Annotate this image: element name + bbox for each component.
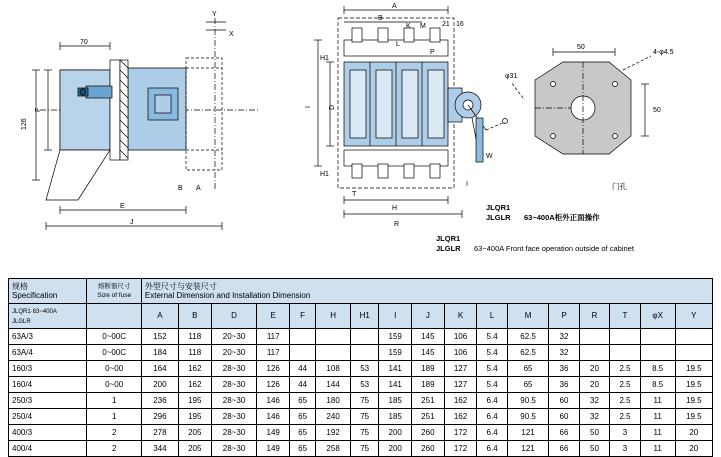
cell-E: 117 — [257, 345, 290, 361]
header-fuse-en: Size of fuse — [97, 292, 132, 299]
cell-I: 185 — [379, 393, 412, 409]
cell-T: 2.5 — [610, 409, 641, 425]
cell-Y: 19.5 — [675, 409, 712, 425]
svg-text:F: F — [35, 107, 42, 112]
cell-H1 — [351, 329, 379, 345]
header-col-L: L — [477, 304, 508, 329]
cell-Y: 19.5 — [675, 393, 712, 409]
header-col-F: F — [290, 304, 316, 329]
cell-M: 121 — [507, 425, 548, 441]
cell-H1: 53 — [351, 361, 379, 377]
cell-K: 162 — [444, 409, 477, 425]
cell-spec: 160/4 — [9, 377, 87, 393]
cell-A: 296 — [141, 409, 178, 425]
header-col-phiX: φX — [640, 304, 675, 329]
caption-jlglr-line1: JLGLR — [486, 213, 511, 222]
cell-F — [290, 345, 316, 361]
cell-D: 28~30 — [211, 377, 257, 393]
cell-K: 106 — [444, 329, 477, 345]
header-col-R: R — [579, 304, 610, 329]
cell-H — [316, 345, 351, 361]
svg-text:X: X — [229, 31, 234, 38]
cell-K: 106 — [444, 345, 477, 361]
cell-P: 36 — [549, 361, 580, 377]
cell-E: 149 — [257, 441, 290, 457]
svg-text:B: B — [378, 15, 383, 22]
cell-K: 127 — [444, 377, 477, 393]
cell-T: 3 — [610, 425, 641, 441]
cell-M: 121 — [507, 441, 548, 457]
cell-spec: 400/3 — [9, 425, 87, 441]
middle-front-view-drawing — [300, 0, 510, 268]
header-col-H: H — [316, 304, 351, 329]
svg-text:H: H — [392, 205, 398, 212]
cell-H1: 75 — [351, 441, 379, 457]
header-col-I: I — [379, 304, 412, 329]
cell-J: 260 — [412, 441, 445, 457]
cell-H: 144 — [316, 377, 351, 393]
cell-J: 189 — [412, 361, 445, 377]
cell-L: 6.4 — [477, 409, 508, 425]
cell-J: 251 — [412, 409, 445, 425]
cell-M: 90.5 — [507, 409, 548, 425]
caption-cn-operation: 63~400A柜外正面操作 — [524, 213, 600, 222]
cell-B: 118 — [178, 345, 211, 361]
cell-P: 36 — [549, 377, 580, 393]
cell-I: 141 — [379, 377, 412, 393]
cell-Y — [675, 329, 712, 345]
cell-H1: 75 — [351, 409, 379, 425]
table-row — [9, 377, 713, 393]
cell-B: 205 — [178, 425, 211, 441]
cell-H1: 53 — [351, 377, 379, 393]
cell-P: 32 — [549, 329, 580, 345]
header-col-D: D — [211, 304, 257, 329]
header-col-J: J — [412, 304, 445, 329]
left-side-view-drawing — [0, 0, 300, 268]
cell-Y: 19.5 — [675, 361, 712, 377]
svg-text:Y: Y — [212, 11, 217, 18]
cell-H: 108 — [316, 361, 351, 377]
cell-R — [579, 329, 610, 345]
svg-text:H1: H1 — [320, 171, 329, 178]
cell-I: 200 — [379, 441, 412, 457]
panel-hole-label: 门孔 — [612, 182, 627, 191]
cell-I: 141 — [379, 361, 412, 377]
svg-text:H1: H1 — [320, 55, 329, 62]
cell-L: 6.4 — [477, 441, 508, 457]
table-header-row — [9, 279, 713, 304]
svg-text:M: M — [420, 23, 426, 30]
cell-phiX: 11 — [640, 409, 675, 425]
cell-E: 126 — [257, 377, 290, 393]
header-col-A: A — [141, 304, 178, 329]
cell-D: 28~30 — [211, 441, 257, 457]
header-col-P: P — [549, 304, 580, 329]
table-body — [9, 329, 713, 457]
cell-P: 32 — [549, 345, 580, 361]
header-dimension-en: External Dimension and Installation Dimension — [144, 291, 311, 300]
table-row — [9, 345, 713, 361]
cell-fuse: 2 — [87, 425, 141, 441]
cell-I: 159 — [379, 329, 412, 345]
cell-R: 50 — [579, 425, 610, 441]
svg-text:K: K — [406, 23, 411, 30]
table-row — [9, 329, 713, 345]
table-row — [9, 361, 713, 377]
cell-phiX: 11 — [640, 441, 675, 457]
caption-jlqr1-line2: JLQR1 — [436, 234, 461, 243]
cell-D: 28~30 — [211, 361, 257, 377]
header-col-M: M — [507, 304, 548, 329]
cell-I: 159 — [379, 345, 412, 361]
cell-E: 146 — [257, 409, 290, 425]
cell-K: 172 — [444, 425, 477, 441]
cell-phiX: 11 — [640, 393, 675, 409]
cell-Y — [675, 345, 712, 361]
svg-text:50: 50 — [577, 44, 585, 51]
header-specification-cn: 规格 — [12, 282, 28, 291]
svg-text:T: T — [352, 191, 357, 198]
cell-J: 145 — [412, 329, 445, 345]
header-fuse-cn: 熔断器尺寸 — [97, 283, 131, 290]
cell-P: 60 — [549, 409, 580, 425]
cell-spec: 160/3 — [9, 361, 87, 377]
cell-T — [610, 329, 641, 345]
cell-A: 164 — [141, 361, 178, 377]
cell-L: 6.4 — [477, 393, 508, 409]
header-series-range: 63~400A — [32, 308, 57, 315]
cell-F — [290, 329, 316, 345]
cell-phiX: 8.5 — [640, 361, 675, 377]
header-fuse — [87, 279, 141, 304]
header-col-B: B — [178, 304, 211, 329]
cell-spec: 63A/4 — [9, 345, 87, 361]
svg-text:21: 21 — [442, 21, 450, 28]
cell-M: 65 — [507, 361, 548, 377]
cell-B: 118 — [178, 329, 211, 345]
cell-L: 5.4 — [477, 377, 508, 393]
cell-spec: 250/4 — [9, 409, 87, 425]
cell-R: 32 — [579, 409, 610, 425]
cell-R — [579, 345, 610, 361]
cell-K: 162 — [444, 393, 477, 409]
cell-B: 162 — [178, 377, 211, 393]
cell-F: 44 — [290, 361, 316, 377]
cell-H1 — [351, 345, 379, 361]
header-series-jlqr1: JLQR1 — [12, 308, 31, 315]
cell-spec: 400/4 — [9, 441, 87, 457]
cell-A: 278 — [141, 425, 178, 441]
cell-M: 90.5 — [507, 393, 548, 409]
cell-fuse: 0~00 — [87, 377, 141, 393]
table-row — [9, 393, 713, 409]
svg-text:φ31: φ31 — [505, 73, 518, 80]
dimension-table-wrap — [8, 278, 713, 457]
cell-L: 6.4 — [477, 425, 508, 441]
cell-P: 60 — [549, 393, 580, 409]
cell-T — [610, 345, 641, 361]
svg-text:L: L — [396, 41, 400, 48]
cell-M: 65 — [507, 377, 548, 393]
cell-L: 5.4 — [477, 329, 508, 345]
cell-K: 127 — [444, 361, 477, 377]
cell-phiX: 11 — [640, 425, 675, 441]
cell-spec: 63A/3 — [9, 329, 87, 345]
svg-text:I: I — [466, 181, 468, 188]
cell-E: 126 — [257, 361, 290, 377]
svg-text:A: A — [392, 3, 397, 10]
cell-I: 185 — [379, 409, 412, 425]
cell-B: 195 — [178, 393, 211, 409]
cell-spec: 250/3 — [9, 393, 87, 409]
cell-H: 258 — [316, 441, 351, 457]
svg-text:J: J — [130, 219, 134, 226]
svg-text:126: 126 — [21, 118, 28, 130]
svg-text:R: R — [394, 221, 400, 228]
cell-E: 146 — [257, 393, 290, 409]
cell-Y: 20 — [675, 425, 712, 441]
cell-A: 200 — [141, 377, 178, 393]
cell-D: 20~30 — [211, 329, 257, 345]
cell-B: 205 — [178, 441, 211, 457]
cell-J: 189 — [412, 377, 445, 393]
cell-fuse: 1 — [87, 409, 141, 425]
cell-D: 20~30 — [211, 345, 257, 361]
svg-text:I: I — [305, 106, 312, 108]
table-subheader-row — [9, 304, 713, 329]
cell-H — [316, 329, 351, 345]
cell-Y: 19.5 — [675, 377, 712, 393]
cell-H: 180 — [316, 393, 351, 409]
cell-R: 50 — [579, 441, 610, 457]
cell-L: 5.4 — [477, 361, 508, 377]
cell-phiX — [640, 329, 675, 345]
cell-M: 62.5 — [507, 329, 548, 345]
header-dimension-cn: 外型尺寸与安装尺寸 — [144, 282, 217, 291]
cell-J: 145 — [412, 345, 445, 361]
cell-Y: 20 — [675, 441, 712, 457]
cell-H: 192 — [316, 425, 351, 441]
cell-P: 66 — [549, 441, 580, 457]
header-series-jlglr: JLGLR — [12, 318, 31, 325]
cell-fuse: 1 — [87, 393, 141, 409]
header-col-T: T — [610, 304, 641, 329]
svg-text:4-φ4.5: 4-φ4.5 — [653, 49, 674, 56]
caption-jlglr-line2: JLGLR — [436, 244, 461, 253]
svg-text:16: 16 — [456, 21, 464, 28]
cell-fuse: 0~00C — [87, 345, 141, 361]
cell-J: 251 — [412, 393, 445, 409]
cell-phiX: 8.5 — [640, 377, 675, 393]
table-row — [9, 425, 713, 441]
cell-P: 66 — [549, 425, 580, 441]
cell-H: 240 — [316, 409, 351, 425]
cell-R: 20 — [579, 377, 610, 393]
cell-H1: 75 — [351, 393, 379, 409]
cell-J: 260 — [412, 425, 445, 441]
cell-K: 172 — [444, 441, 477, 457]
cell-D: 28~30 — [211, 409, 257, 425]
cell-B: 162 — [178, 361, 211, 377]
header-col-K: K — [444, 304, 477, 329]
cell-T: 3 — [610, 441, 641, 457]
header-col-H1: H1 — [351, 304, 379, 329]
cell-H1: 75 — [351, 425, 379, 441]
cell-T: 2.5 — [610, 361, 641, 377]
cell-A: 152 — [141, 329, 178, 345]
cell-T: 2.5 — [610, 393, 641, 409]
svg-text:E: E — [120, 203, 125, 210]
svg-text:W: W — [486, 153, 493, 160]
cell-F: 65 — [290, 393, 316, 409]
cell-A: 344 — [141, 441, 178, 457]
svg-text:50: 50 — [653, 107, 661, 114]
cell-R: 32 — [579, 393, 610, 409]
cell-F: 65 — [290, 441, 316, 457]
cell-F: 65 — [290, 409, 316, 425]
table-row — [9, 441, 713, 457]
cell-L: 5.4 — [477, 345, 508, 361]
cell-fuse: 0~00 — [87, 361, 141, 377]
header-col-E: E — [257, 304, 290, 329]
header-specification-en: Specification — [12, 291, 58, 300]
cell-M: 62.5 — [507, 345, 548, 361]
cell-A: 184 — [141, 345, 178, 361]
cell-fuse: 2 — [87, 441, 141, 457]
svg-text:D: D — [329, 104, 336, 110]
cell-E: 117 — [257, 329, 290, 345]
cell-F: 44 — [290, 377, 316, 393]
cell-T: 2.5 — [610, 377, 641, 393]
cell-R: 20 — [579, 361, 610, 377]
caption-en-operation: 63~400A Front face operation outside of cabinet — [474, 244, 634, 253]
cell-B: 195 — [178, 409, 211, 425]
header-fuse-blank — [87, 304, 141, 329]
header-dimension — [141, 279, 712, 304]
cell-phiX — [640, 345, 675, 361]
svg-text:B: B — [178, 185, 183, 192]
cell-I: 200 — [379, 425, 412, 441]
cell-F: 65 — [290, 425, 316, 441]
door-cutout-detail-drawing — [505, 40, 705, 190]
cell-D: 28~30 — [211, 425, 257, 441]
table-row — [9, 409, 713, 425]
dimension-table — [8, 278, 713, 457]
header-series-label: JLQR1·63~400A JLGLR — [9, 304, 87, 329]
caption-jlqr1-line1: JLQR1 — [486, 203, 511, 212]
cell-E: 149 — [257, 425, 290, 441]
svg-text:A: A — [196, 185, 201, 192]
svg-text:P: P — [430, 49, 435, 56]
header-col-Y: Y — [675, 304, 712, 329]
cell-D: 28~30 — [211, 393, 257, 409]
svg-text:70: 70 — [80, 39, 88, 46]
header-specification — [9, 279, 87, 304]
cell-A: 236 — [141, 393, 178, 409]
cell-fuse: 0~00C — [87, 329, 141, 345]
